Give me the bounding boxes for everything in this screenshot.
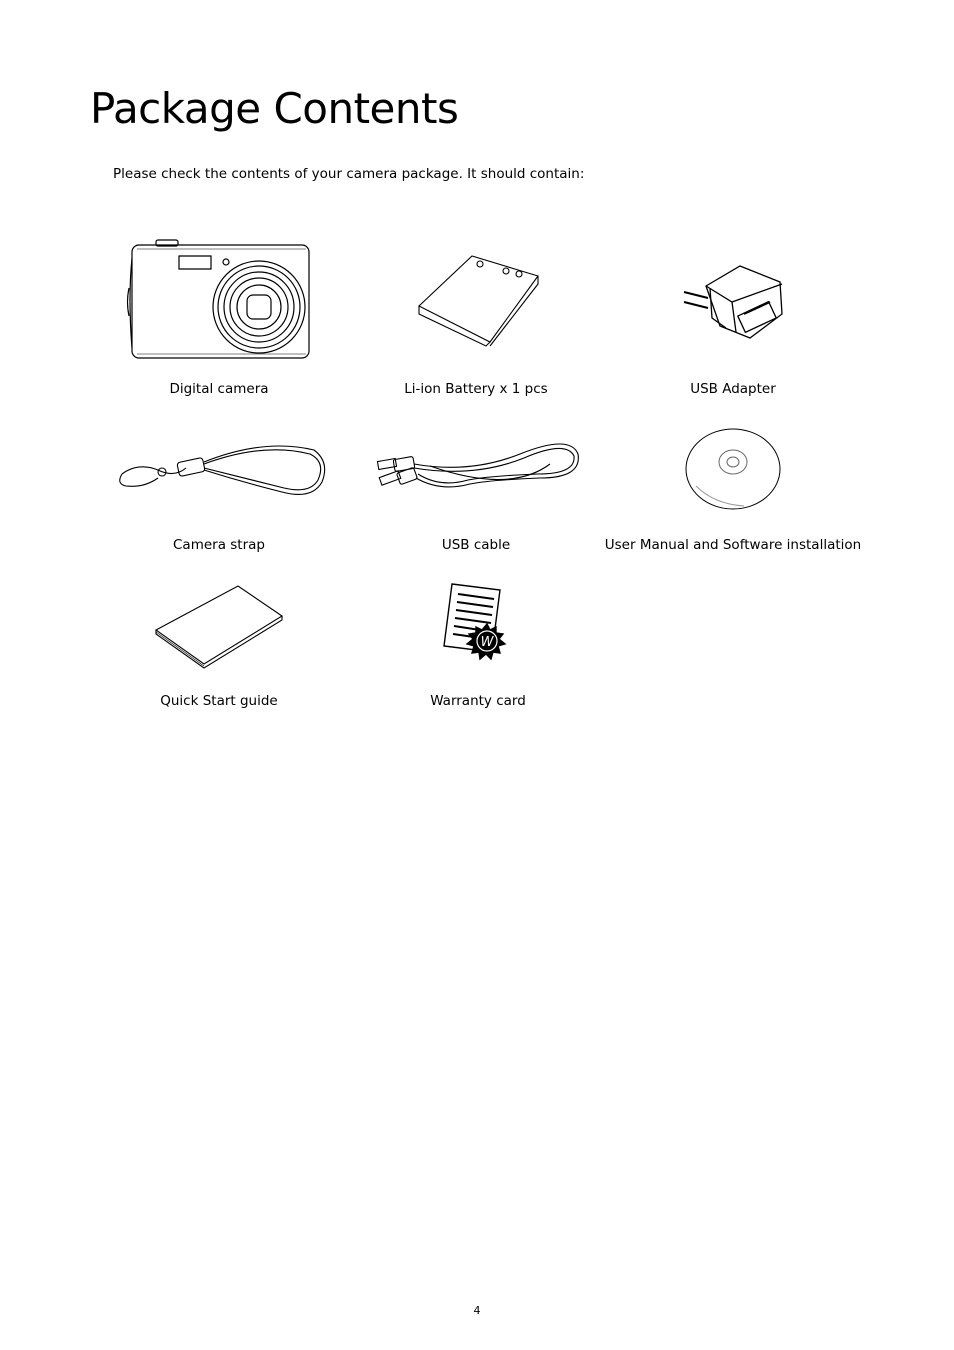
page-title: Package Contents [90,84,459,133]
item-label-usb-adapter: USB Adapter [690,381,776,397]
booklet-icon [152,584,286,674]
cd-icon [684,426,782,516]
item-label-quick-start-guide: Quick Start guide [160,693,278,709]
item-label-digital-camera: Digital camera [169,381,269,397]
usb-cable-icon [370,434,582,504]
item-label-battery: Li-ion Battery x 1 pcs [404,381,548,397]
warranty-badge-letter: W [480,635,494,650]
intro-text: Please check the contents of your camera package. It should contain: [113,166,585,182]
item-label-camera-strap: Camera strap [173,537,265,553]
page-number: 4 [473,1304,481,1317]
item-label-warranty-card: Warranty card [430,693,526,709]
usb-adapter-icon [680,262,786,344]
battery-icon [414,254,544,352]
item-label-user-manual: User Manual and Software installation [604,537,862,553]
strap-icon [114,440,326,506]
item-label-usb-cable: USB cable [441,537,511,553]
camera-icon [126,238,314,368]
warranty-card-icon [440,580,512,676]
